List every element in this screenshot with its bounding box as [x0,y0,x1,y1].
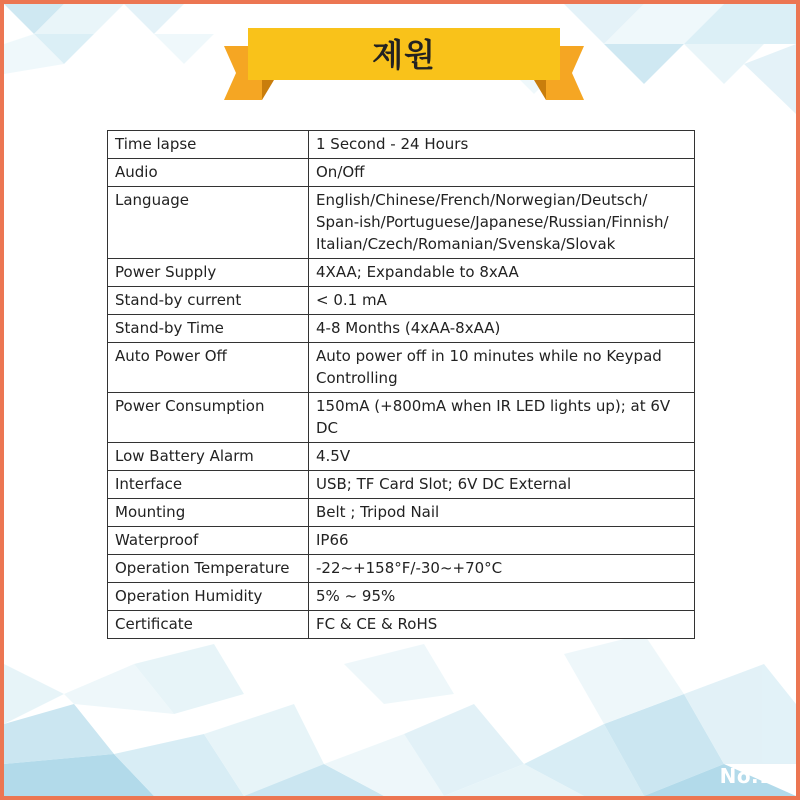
specification-table [107,130,695,639]
spec-value: FC & CE & RoHS [309,611,695,639]
spec-label: Stand-by current [108,287,309,315]
spec-value: < 0.1 mA [309,287,695,315]
table-row [108,343,695,393]
table-row [108,527,695,555]
spec-label: Language [108,187,309,259]
table-row [108,555,695,583]
spec-label: Certificate [108,611,309,639]
spec-label: Operation Temperature [108,555,309,583]
spec-value: 4.5V [309,443,695,471]
table-row [108,287,695,315]
spec-label: Auto Power Off [108,343,309,393]
spec-label: Waterproof [108,527,309,555]
spec-label: Power Consumption [108,393,309,443]
spec-label: Time lapse [108,131,309,159]
page-title: 제원 [372,36,436,74]
spec-label: Operation Humidity [108,583,309,611]
table-row [108,611,695,639]
spec-label: Low Battery Alarm [108,443,309,471]
spec-label: Stand-by Time [108,315,309,343]
table-row [108,393,695,443]
spec-label: Mounting [108,499,309,527]
spec-label: Audio [108,159,309,187]
spec-value: English/Chinese/French/Norwegian/Deutsch/ Span-ish/Portuguese/Japanese/Russian/Finnish/ Italian/Czech/Romanian/Svenska/Slovak [309,187,695,259]
table-row [108,499,695,527]
table-row [108,131,695,159]
page-number: No.15 [719,764,788,788]
table-row [108,471,695,499]
table-row [108,583,695,611]
spec-value: Auto power off in 10 minutes while no Keypad Controlling [309,343,695,393]
table-row [108,443,695,471]
spec-label: Power Supply [108,259,309,287]
title-ribbon-banner [222,22,586,106]
table-row [108,315,695,343]
spec-value: 150mA (+800mA when IR LED lights up); at 6V DC [309,393,695,443]
table-row [108,159,695,187]
spec-value: IP66 [309,527,695,555]
spec-value: USB; TF Card Slot; 6V DC External [309,471,695,499]
spec-value: -22~+158°F/-30~+70°C [309,555,695,583]
spec-value: On/Off [309,159,695,187]
table-row [108,259,695,287]
spec-label: Interface [108,471,309,499]
spec-value: 4-8 Months (4xAA-8xAA) [309,315,695,343]
spec-value: 5% ~ 95% [309,583,695,611]
spec-value: 4XAA; Expandable to 8xAA [309,259,695,287]
table-row [108,187,695,259]
spec-value: 1 Second - 24 Hours [309,131,695,159]
spec-value: Belt ; Tripod Nail [309,499,695,527]
